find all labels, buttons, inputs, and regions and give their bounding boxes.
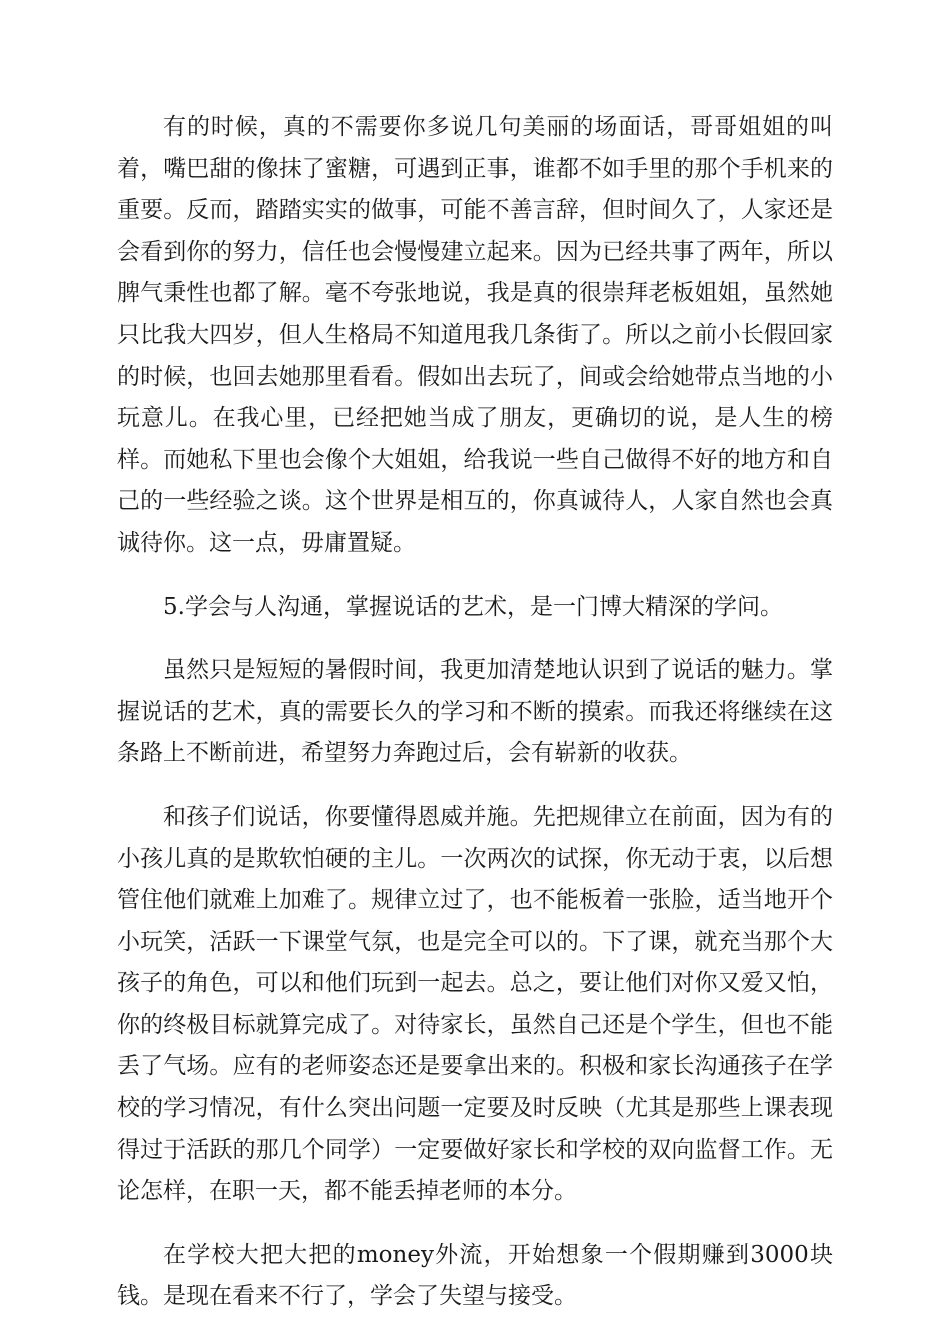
document-page	[117, 107, 833, 1340]
paragraph-money: 在学校大把大把的money外流，开始想象一个假期赚到3000块钱。是现在看来不行了，学会了失望与接受。	[117, 1241, 833, 1310]
paragraph-talking-to-children: 和孩子们说话，你要懂得恩威并施。先把规律立在前面，因为有的小孩儿真的是欺软怕硬的主儿。一次两次的试探，你无动于衷，以后想管住他们就难上加难了。规律立过了，也不能板着一张脸，适当地开个小玩笑，活跃一下课堂气氛，也是完全可以的。下了课，就充当那个大孩子的角色，可以和他们玩到一起去。总之，要让他们对你又爱又怕，你的终极目标就算完成了。对待家长，虽然自己还是个学生，但也不能丢了气场。应有的老师姿态还是要拿出来的。积极和家长沟通孩子在学校的学习情况，有什么突出问题一定要及时反映（尤其是那些上课表现得过于活跃的那几个同学）一定要做好家长和学校的双向监督工作。无论怎样，在职一天，都不能丢掉老师的本分。	[117, 803, 833, 1205]
paragraph-heading-communication: 5.学会与人沟通，掌握说话的艺术，是一门博大精深的学问。	[163, 593, 783, 620]
paragraph-speaking-art: 虽然只是短短的暑假时间，我更加清楚地认识到了说话的魅力。掌握说话的艺术，真的需要长久的学习和不断的摸索。而我还将继续在这条路上不断前进，希望努力奔跑过后，会有崭新的收获。	[117, 657, 833, 767]
paragraph-boss-sister: 有的时候，真的不需要你多说几句美丽的场面话，哥哥姐姐的叫着，嘴巴甜的像抹了蜜糖，可遇到正事，谁都不如手里的那个手机来的重要。反而，踏踏实实的做事，可能不善言辞，但时间久了，人家还是会看到你的努力，信任也会慢慢建立起来。因为已经共事了两年，所以脾气秉性也都了解。毫不夸张地说，我是真的很崇拜老板姐姐，虽然她只比我大四岁，但人生格局不知道甩我几条街了。所以之前小长假回家的时候，也回去她那里看看。假如出去玩了，间或会给她带点当地的小玩意儿。在我心里，已经把她当成了朋友，更确切的说，是人生的榜样。而她私下里也会像个大姐姐，给我说一些自己做得不好的地方和自己的一些经验之谈。这个世界是相互的，你真诚待人，人家自然也会真诚待你。这一点，毋庸置疑。	[117, 114, 833, 556]
